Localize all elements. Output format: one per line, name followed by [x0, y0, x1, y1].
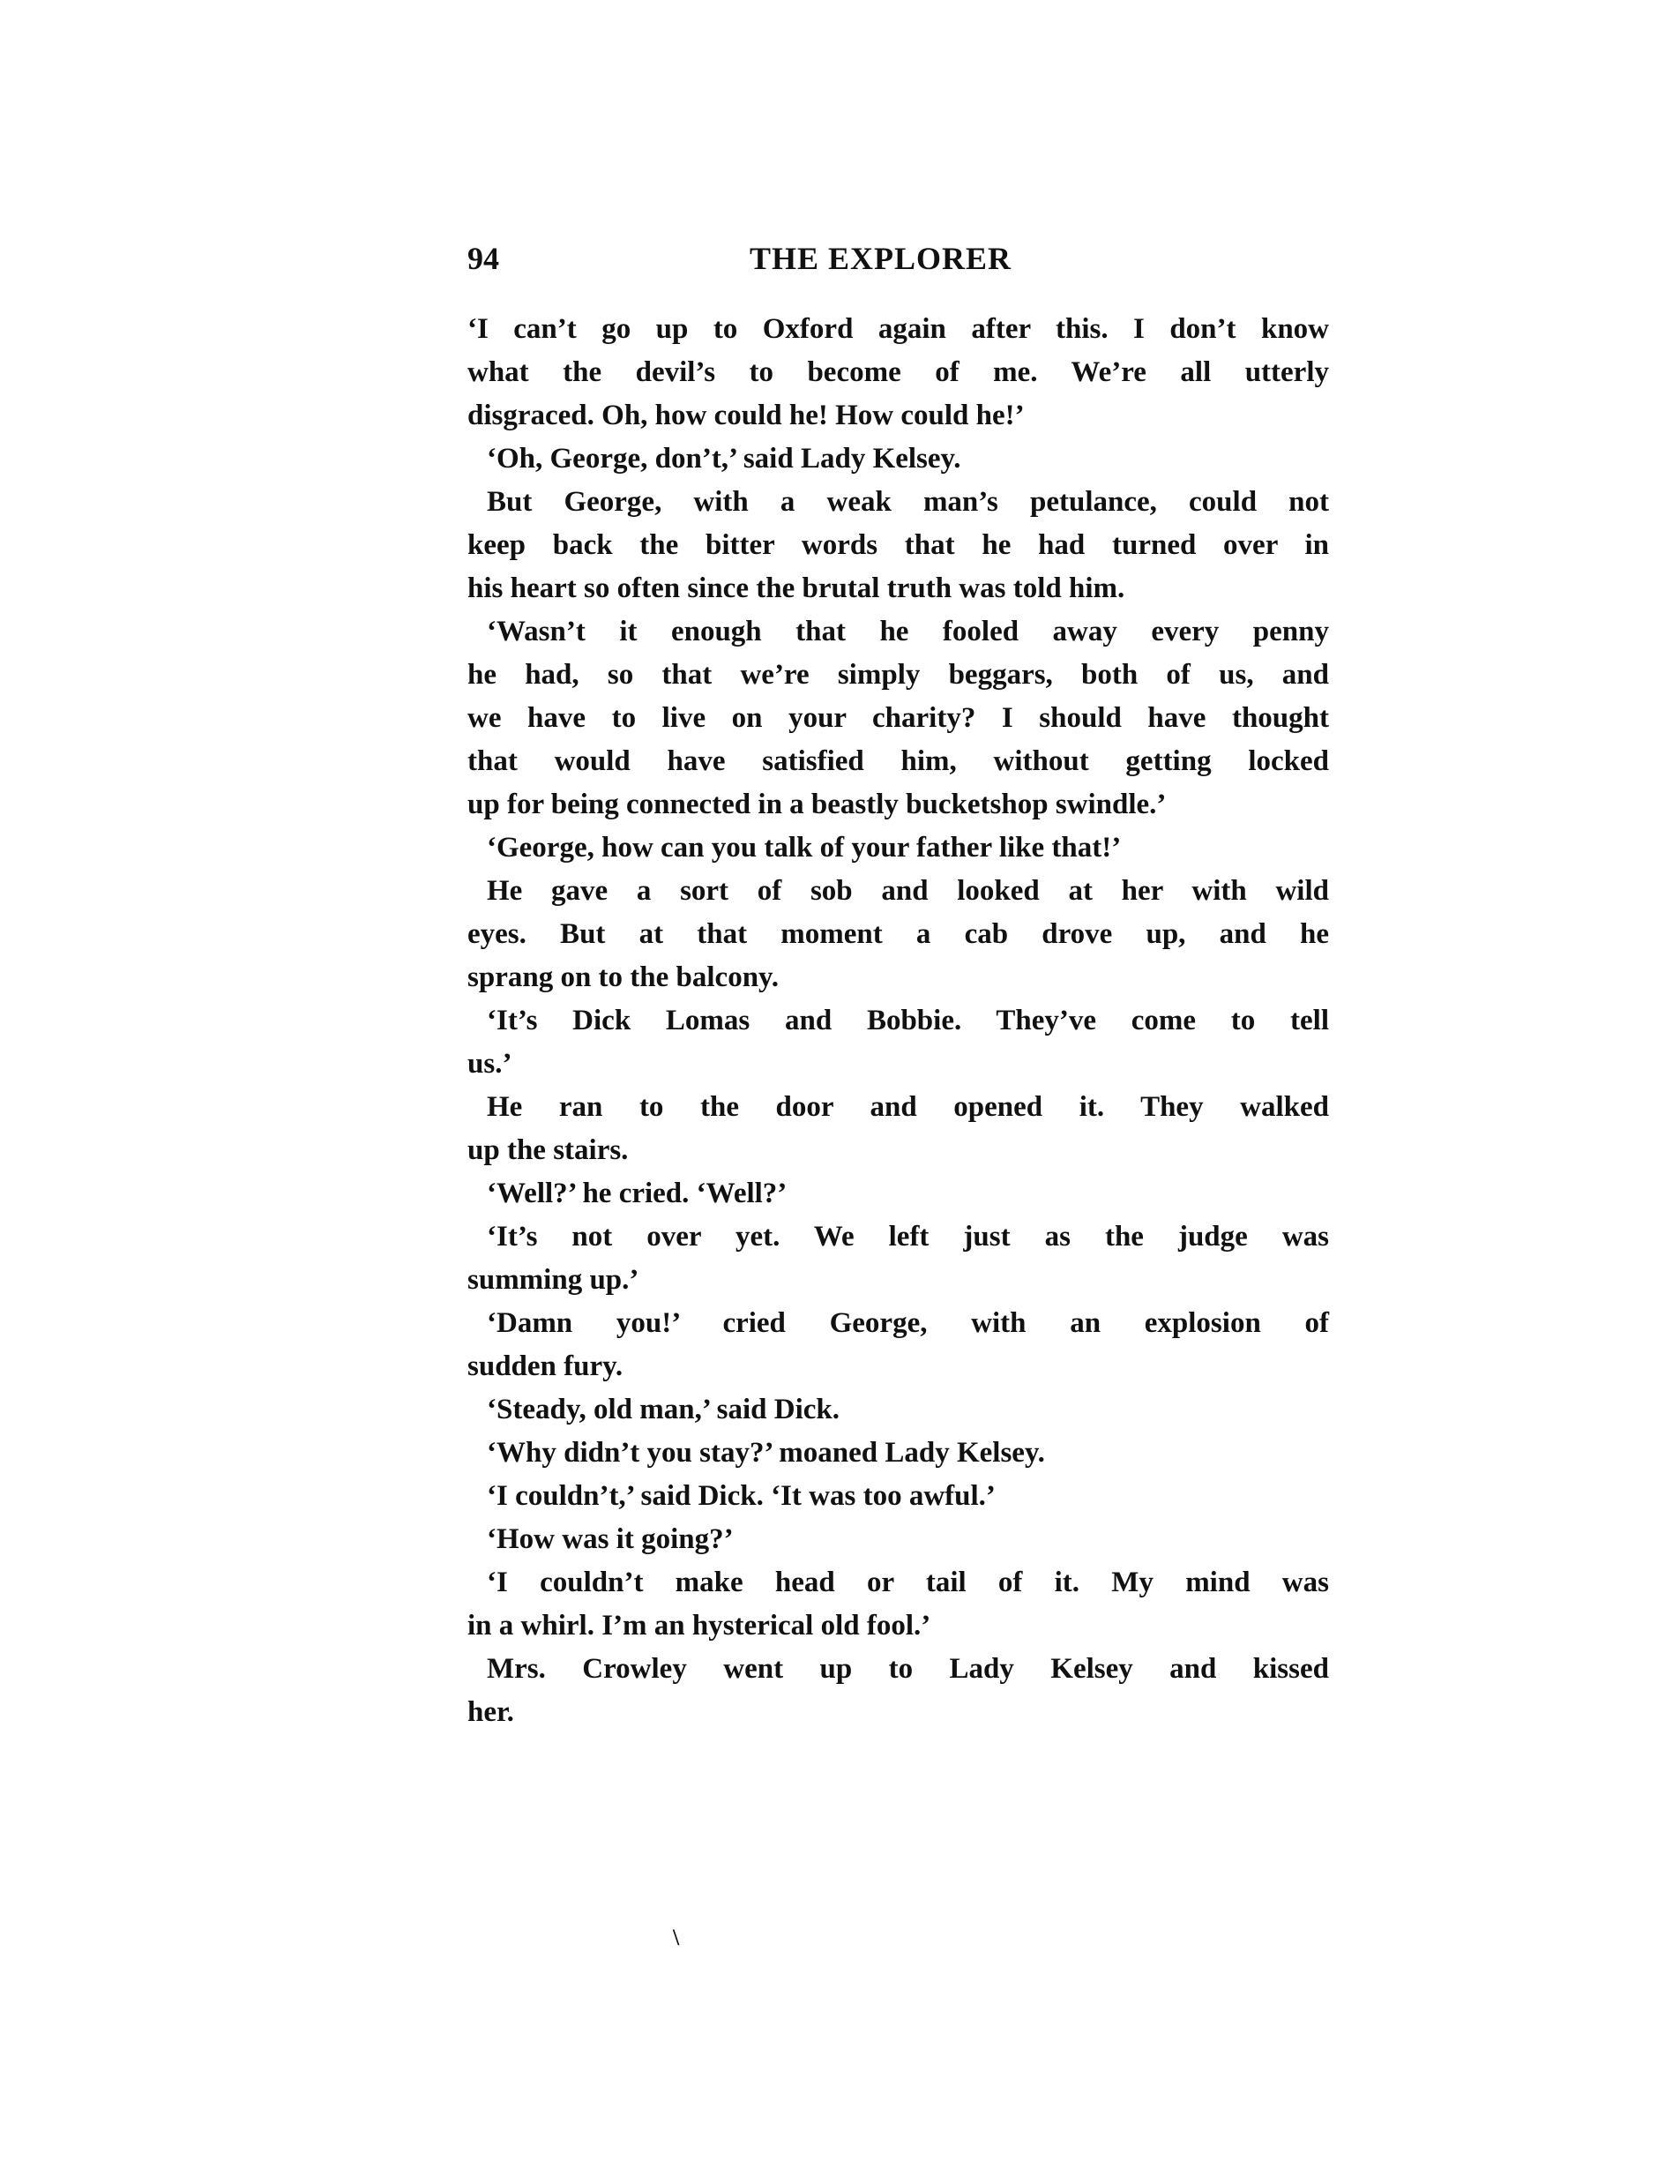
text-line: ‘I can’t go up to Oxford again after this. I don’t know: [467, 313, 1329, 345]
text-line: Mrs. Crowley went up to Lady Kelsey and kissed: [487, 1653, 1329, 1685]
text-line: ‘Steady, old man,’ said Dick.: [487, 1394, 840, 1425]
text-line: what the devil’s to become of me. We’re all utterly: [467, 356, 1329, 388]
text-line: up the stairs.: [467, 1134, 629, 1166]
paragraph: [467, 1432, 1329, 1475]
text-line: ‘Wasn’t it enough that he fooled away every penny: [487, 616, 1329, 647]
text-line: sudden fury.: [467, 1350, 623, 1382]
page-number: 94: [467, 241, 499, 276]
running-header: [467, 240, 1329, 280]
text-line: ‘I couldn’t make head or tail of it. My mind was: [487, 1567, 1329, 1598]
paragraph: [467, 999, 1329, 1086]
paragraph: [467, 308, 1329, 438]
text-line: eyes. But at that moment a cab drove up, and he: [467, 918, 1329, 950]
text-line: ‘How was it going?’: [487, 1523, 734, 1555]
paragraph: [467, 826, 1329, 870]
text-line: keep back the bitter words that he had turned over in: [467, 529, 1329, 561]
text-line: us.’: [467, 1048, 512, 1080]
paragraph: [467, 1648, 1329, 1734]
running-title: THE EXPLORER: [749, 241, 1012, 276]
text-line: he had, so that we’re simply beggars, both of us, and: [467, 659, 1329, 691]
paragraph: [467, 1302, 1329, 1388]
paragraph: [467, 1086, 1329, 1172]
text-line: He gave a sort of sob and looked at her with wild: [487, 875, 1329, 907]
stray-print-mark: \: [673, 1925, 680, 1950]
text-line: ‘It’s not over yet. We left just as the judge was: [487, 1221, 1329, 1253]
text-line: ‘Damn you!’ cried George, with an explosion of: [487, 1307, 1329, 1339]
text-line: her.: [467, 1696, 514, 1728]
text-line: ‘It’s Dick Lomas and Bobbie. They’ve come to tell: [487, 1005, 1329, 1036]
paragraph: [467, 438, 1329, 481]
body-text: [467, 308, 1329, 1734]
text-line: ‘I couldn’t,’ said Dick. ‘It was too awful.’: [487, 1480, 996, 1512]
text-line: He ran to the door and opened it. They walked: [487, 1091, 1329, 1123]
paragraph: [467, 1388, 1329, 1432]
text-line: sprang on to the balcony.: [467, 961, 779, 993]
paragraph: [467, 1518, 1329, 1561]
text-line: ‘Why didn’t you stay?’ moaned Lady Kelsey.: [487, 1437, 1045, 1469]
paragraph: [467, 1561, 1329, 1648]
paragraph: [467, 481, 1329, 610]
text-line: in a whirl. I’m an hysterical old fool.’: [467, 1610, 931, 1642]
paragraph: [467, 870, 1329, 999]
text-line: ‘Well?’ he cried. ‘Well?’: [487, 1178, 788, 1209]
paragraph: [467, 1172, 1329, 1215]
text-line: But George, with a weak man’s petulance, could not: [487, 486, 1329, 518]
text-line: that would have satisfied him, without getting locked: [467, 745, 1329, 777]
text-line: we have to live on your charity? I should have thought: [467, 702, 1329, 734]
paragraph: [467, 610, 1329, 826]
text-line: up for being connected in a beastly bucketshop swindle.’: [467, 789, 1167, 820]
text-line: his heart so often since the brutal truth was told him.: [467, 572, 1125, 604]
paragraph: [467, 1215, 1329, 1302]
text-line: ‘George, how can you talk of your father like that!’: [487, 832, 1122, 864]
text-line: ‘Oh, George, don’t,’ said Lady Kelsey.: [487, 443, 961, 475]
text-line: disgraced. Oh, how could he! How could he!’: [467, 400, 1025, 431]
paragraph: [467, 1475, 1329, 1518]
text-line: summing up.’: [467, 1264, 639, 1296]
